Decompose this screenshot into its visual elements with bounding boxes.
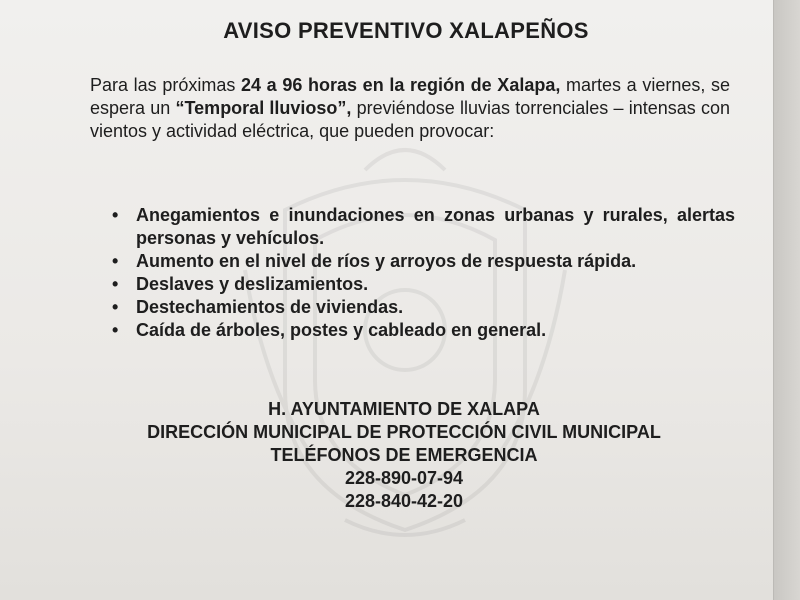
- intro-text-2: martes a viernes, se espera un: [90, 75, 731, 118]
- footer-telefonos-heading: TELÉFONOS DE EMERGENCIA: [270, 445, 538, 465]
- effects-list: [110, 204, 735, 342]
- phone-number: 228-840-42-20: [344, 491, 464, 511]
- intro-text-1: Para las próximas: [90, 75, 242, 95]
- intro-text-3: previéndose lluvias torrenciales – intensas con vientos y actividad eléctrica, que pueden provocar:: [90, 98, 730, 141]
- notice-footer: [0, 398, 800, 513]
- notice-title: AVISO PREVENTIVO XALAPEÑOS: [223, 18, 589, 43]
- phone-number: 228-890-07-94: [344, 468, 464, 488]
- list-item: • Destechamientos de viviendas.: [110, 296, 735, 319]
- intro-bold-timeframe: 24 a 96 horas en la región de Xalapa,: [241, 75, 561, 95]
- intro-paragraph: [90, 74, 730, 143]
- list-item: • Caída de árboles, postes y cableado en general.: [110, 319, 735, 342]
- list-item: • Aumento en el nivel de ríos y arroyos de respuesta rápida.: [110, 250, 735, 273]
- footer-direccion: DIRECCIÓN MUNICIPAL DE PROTECCIÓN CIVIL MUNICIPAL: [147, 422, 661, 442]
- paper-edge: [773, 0, 800, 600]
- footer-ayuntamiento: H. AYUNTAMIENTO DE XALAPA: [268, 399, 540, 419]
- list-item: • Deslaves y deslizamientos.: [110, 273, 735, 296]
- intro-bold-temporal: “Temporal lluvioso”,: [175, 98, 352, 118]
- list-item: • Anegamientos e inundaciones en zonas urbanas y rurales, alertas personas y vehículos.: [110, 204, 735, 250]
